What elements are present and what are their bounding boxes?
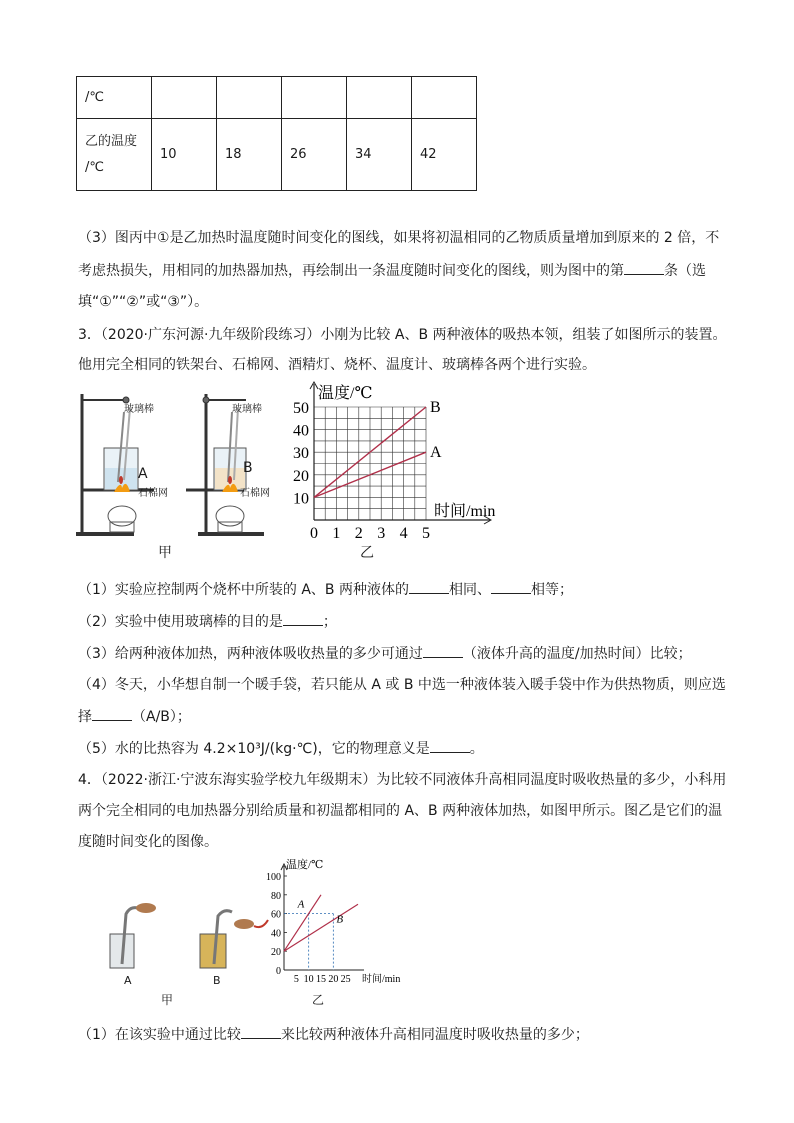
beaker-b-icon (214, 408, 246, 490)
x-tick-label: 1 (332, 525, 341, 542)
chart-guides (284, 914, 333, 970)
q3-text: （A/B）； (132, 709, 191, 725)
mesh-label: 石棉网 (138, 488, 168, 499)
x-tick-label: 2 (354, 525, 363, 542)
q2-p3-line2 (78, 260, 706, 281)
heater-b-icon (200, 911, 268, 968)
q4-stem-line2: 两个完全相同的电加热器分别给质量和初温都相同的 A、B 两种液体加热，如图甲所示。图乙是它们的温 (78, 803, 723, 819)
x-tick-label: 10 (303, 974, 314, 985)
answer-blank[interactable] (409, 579, 449, 594)
temperature-table (76, 76, 477, 191)
q2-p3-line1: （3）图丙中①是乙加热时温度随时间变化的图线，如果将初温相同的乙物质质量增加到原来的 2 倍，不 (78, 230, 720, 246)
series-label: A (297, 898, 305, 911)
answer-blank[interactable] (423, 643, 463, 658)
q3-text: 相等； (531, 582, 573, 598)
q3-text: （3）给两种液体加热，两种液体吸收热量的多少可通过 (78, 646, 423, 662)
q3-stem-line1: 3．（2020·广东河源·九年级阶段练习）小刚为比较 A、B 两种液体的吸热本领，组装了如图所示的装置。 (78, 327, 727, 343)
q4-temperature-chart (262, 858, 422, 986)
x-tick-label: 25 (340, 974, 351, 985)
q3-temperature-chart (280, 380, 520, 545)
x-tick-label: 20 (328, 974, 339, 985)
q3-p1 (78, 579, 573, 600)
x-tick-label: 15 (316, 974, 326, 985)
series-label: A (430, 444, 442, 462)
beaker-b-label: B (213, 974, 221, 987)
table-cell: 10 (152, 119, 217, 191)
mesh-label: 石棉网 (240, 488, 270, 499)
x-axis-label: 时间/min (434, 503, 496, 520)
figure-caption-yi: 乙 (312, 993, 325, 1007)
beaker-a-label: A (124, 974, 132, 987)
q3-text: 相同、 (449, 582, 491, 598)
table-cell (347, 77, 412, 119)
q3-text: （液体升高的温度/加热时间）比较； (462, 646, 692, 662)
answer-blank[interactable] (430, 738, 470, 753)
q4-text: （1）在该实验中通过比较 (78, 1027, 241, 1043)
q4-stem-line3: 度随时间变化的图像。 (78, 834, 218, 850)
chart-series (284, 895, 358, 951)
table-cell (282, 77, 347, 119)
series-label: B (430, 399, 441, 416)
answer-blank[interactable] (624, 260, 664, 275)
x-axis-label: 时间/min (362, 974, 401, 985)
y-tick-label: 80 (271, 890, 281, 902)
y-tick-label: 10 (293, 490, 309, 508)
q3-p5 (78, 738, 484, 759)
x-tick-label: 5 (293, 974, 299, 985)
q3-text: ； (322, 614, 337, 630)
y-tick-label: 100 (266, 872, 281, 883)
q4-text: 来比较两种液体升高相同温度时吸收热量的多少； (280, 1027, 589, 1043)
table-cell: 26 (282, 119, 347, 191)
row-label-line: 乙的温度 (85, 133, 138, 149)
answer-blank[interactable] (241, 1024, 281, 1039)
q3-text: （2）实验中使用玻璃棒的目的是 (78, 614, 283, 630)
answer-blank[interactable] (92, 706, 132, 721)
q2-p3-line3: 填“①”“②”或“③”）。 (78, 294, 209, 310)
y-tick-label: 20 (271, 947, 281, 959)
y-tick-label: 30 (293, 445, 309, 463)
table-row-label (77, 119, 152, 191)
table-cell: 34 (347, 119, 412, 191)
q3-stem-line2: 他用完全相同的铁架台、石棉网、酒精灯、烧杯、温度计、玻璃棒各两个进行实验。 (78, 357, 596, 373)
table-cell: /℃ (77, 77, 152, 119)
answer-blank[interactable] (491, 579, 531, 594)
y-tick-label: 50 (293, 400, 309, 417)
answer-blank[interactable] (283, 611, 323, 626)
x-tick-label: 3 (377, 525, 386, 542)
y-tick-label: 40 (293, 422, 309, 440)
rod-label: 玻璃棒 (124, 404, 154, 415)
beaker-a-icon (104, 408, 138, 490)
q3-p3 (78, 643, 692, 664)
row-label-unit: /℃ (85, 159, 104, 175)
y-tick-label: 20 (293, 467, 309, 485)
x-tick-label: 4 (399, 525, 408, 542)
q3-text: （1）实验应控制两个烧杯中所装的 A、B 两种液体的 (78, 582, 409, 598)
q3-text: 择 (78, 709, 92, 725)
q3-p2 (78, 611, 337, 632)
table-cell (152, 77, 217, 119)
series-line-b (284, 904, 358, 951)
y-axis-label: 温度/℃ (286, 859, 324, 871)
chart-series (314, 399, 442, 497)
figure-caption-jia: 甲 (161, 993, 174, 1007)
table-row (77, 77, 477, 119)
rod-label: 玻璃棒 (232, 404, 262, 415)
chart-grid (314, 407, 426, 520)
q3-text: （5）水的比热容为 4.2×10³J/(kg·℃)，它的物理意义是 (78, 741, 430, 757)
q4-heater-figure (104, 894, 274, 974)
y-tick-label: 60 (271, 909, 281, 921)
beaker-b-label: B (243, 460, 253, 476)
table-cell (412, 77, 477, 119)
table-cell: 42 (412, 119, 477, 191)
table-row (77, 119, 477, 191)
y-axis-label: 温度/℃ (318, 385, 373, 402)
q3-text: 。 (469, 741, 484, 757)
series-label: B (336, 913, 344, 926)
figure-caption-yi: 乙 (360, 545, 374, 561)
q2-p3-text: 条（选 (664, 263, 706, 279)
table-cell (217, 77, 282, 119)
heater-a-icon (110, 903, 156, 968)
figure-caption-jia: 甲 (158, 545, 172, 561)
y-tick-label: 40 (271, 928, 281, 940)
x-tick-label: 0 (310, 525, 318, 542)
q3-p4b (78, 706, 191, 727)
q4-p1 (78, 1024, 589, 1045)
q4-stem-line1: 4．（2022·浙江·宁波东海实验学校九年级期末）为比较不同液体升高相同温度时吸收热量的多少，小科用 (78, 772, 727, 788)
q3-p4: （4）冬天，小华想自制一个暖手袋，若只能从 A 或 B 中选一种液体装入暖手袋中作为供热物质，则应选 (78, 677, 726, 693)
table-cell: 18 (217, 119, 282, 191)
x-tick-label: 5 (422, 525, 430, 542)
y-tick-label: 0 (276, 966, 281, 977)
beaker-a-label: A (138, 466, 148, 482)
q2-p3-text: 考虑热损失，用相同的加热器加热，再绘制出一条温度随时间变化的图线，则为图中的第 (78, 263, 624, 279)
